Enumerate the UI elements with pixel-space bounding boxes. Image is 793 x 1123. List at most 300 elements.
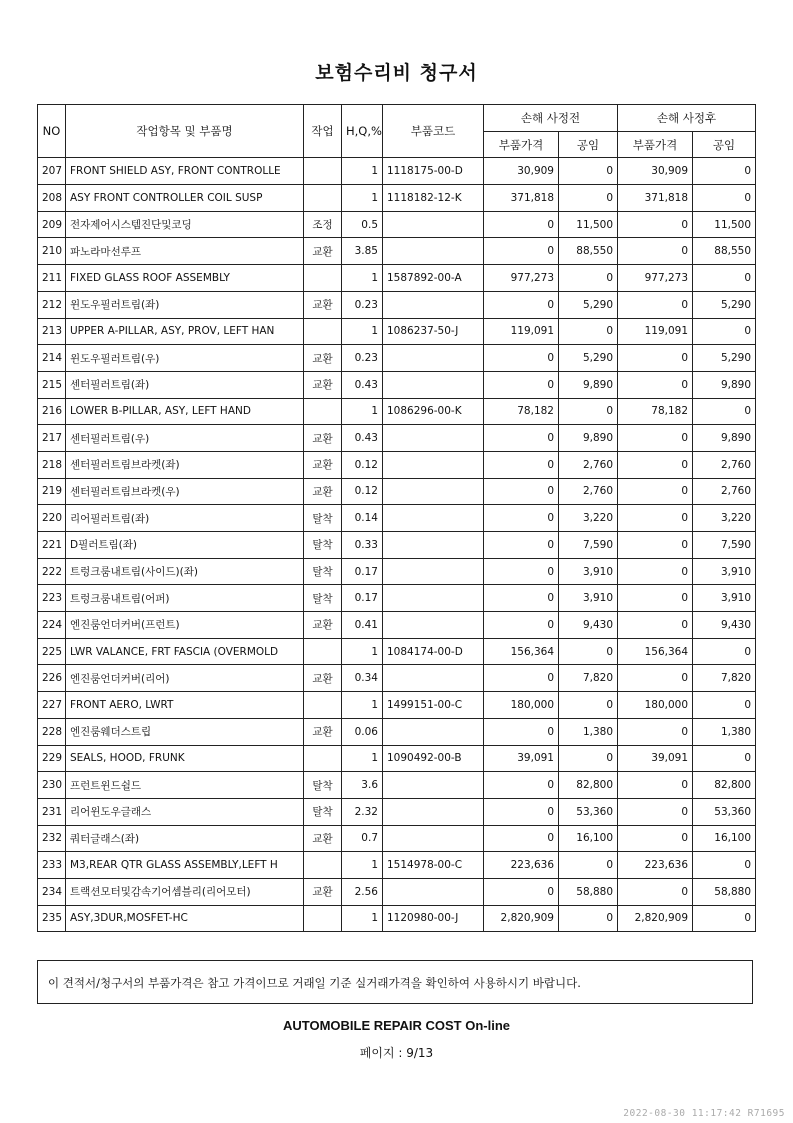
row-after-part-price: 0 [618, 718, 693, 745]
row-work-type: 교환 [304, 451, 342, 478]
row-after-part-price: 0 [618, 478, 693, 505]
row-item-name: 트렁크룸내트림(어퍼) [66, 585, 304, 612]
row-after-labor: 3,910 [693, 558, 756, 585]
row-before-labor: 5,290 [559, 291, 618, 318]
row-hq: 1 [342, 318, 383, 345]
row-hq: 1 [342, 692, 383, 719]
row-before-part-price: 0 [484, 345, 559, 372]
row-before-part-price: 156,364 [484, 638, 559, 665]
row-item-name: FRONT SHIELD ASY, FRONT CONTROLLE [66, 158, 304, 185]
row-part-code [383, 211, 484, 238]
row-no: 221 [38, 532, 66, 559]
row-before-part-price: 977,273 [484, 265, 559, 292]
row-no: 220 [38, 505, 66, 532]
row-work-type: 탈착 [304, 772, 342, 799]
row-hq: 1 [342, 745, 383, 772]
row-item-name: 파노라마선루프 [66, 238, 304, 265]
row-no: 225 [38, 638, 66, 665]
table-row [38, 158, 756, 185]
row-after-labor: 0 [693, 692, 756, 719]
row-part-code: 1118182-12-K [383, 185, 484, 212]
row-work-type [304, 398, 342, 425]
row-part-code: 1514978-00-C [383, 852, 484, 879]
row-work-type: 탈착 [304, 558, 342, 585]
row-item-name: 트렁크룸내트림(사이드)(좌) [66, 558, 304, 585]
row-after-labor: 5,290 [693, 291, 756, 318]
row-after-labor: 0 [693, 398, 756, 425]
row-part-code [383, 665, 484, 692]
row-work-type: 교환 [304, 238, 342, 265]
table-row [38, 558, 756, 585]
row-part-code [383, 612, 484, 639]
row-part-code: 1118175-00-D [383, 158, 484, 185]
header-no: NO [38, 105, 66, 158]
row-hq: 0.23 [342, 291, 383, 318]
row-item-name: ASY FRONT CONTROLLER COIL SUSP [66, 185, 304, 212]
table-row [38, 585, 756, 612]
table-row [38, 852, 756, 879]
row-hq: 0.06 [342, 718, 383, 745]
row-part-code [383, 478, 484, 505]
row-part-code [383, 798, 484, 825]
row-hq: 0.33 [342, 532, 383, 559]
row-no: 208 [38, 185, 66, 212]
row-hq: 1 [342, 905, 383, 932]
row-hq: 2.32 [342, 798, 383, 825]
row-item-name: 센터필러트림브라켓(좌) [66, 451, 304, 478]
table-row [38, 291, 756, 318]
row-no: 213 [38, 318, 66, 345]
row-hq: 3.6 [342, 772, 383, 799]
row-work-type: 조정 [304, 211, 342, 238]
row-no: 219 [38, 478, 66, 505]
row-part-code: 1084174-00-D [383, 638, 484, 665]
row-work-type [304, 692, 342, 719]
row-part-code [383, 291, 484, 318]
row-no: 227 [38, 692, 66, 719]
table-row [38, 772, 756, 799]
row-item-name: 트랙션모터및감속기어셈블리(리어모터) [66, 878, 304, 905]
table-row [38, 345, 756, 372]
row-after-part-price: 0 [618, 345, 693, 372]
row-before-labor: 7,590 [559, 532, 618, 559]
row-part-code [383, 345, 484, 372]
table-row [38, 505, 756, 532]
row-item-name: 리어윈도우글래스 [66, 798, 304, 825]
row-before-part-price: 2,820,909 [484, 905, 559, 932]
row-item-name: 엔진룸언더커버(프런트) [66, 612, 304, 639]
row-before-part-price: 0 [484, 505, 559, 532]
row-before-labor: 0 [559, 185, 618, 212]
row-after-labor: 9,890 [693, 371, 756, 398]
row-item-name: 쿼터글래스(좌) [66, 825, 304, 852]
table-row [38, 425, 756, 452]
row-hq: 0.7 [342, 825, 383, 852]
row-no: 210 [38, 238, 66, 265]
row-after-labor: 11,500 [693, 211, 756, 238]
row-after-part-price: 0 [618, 238, 693, 265]
row-item-name: D필러트림(좌) [66, 532, 304, 559]
row-after-part-price: 119,091 [618, 318, 693, 345]
row-after-part-price: 0 [618, 585, 693, 612]
row-after-part-price: 78,182 [618, 398, 693, 425]
row-no: 222 [38, 558, 66, 585]
row-after-part-price: 977,273 [618, 265, 693, 292]
row-no: 217 [38, 425, 66, 452]
table-row [38, 638, 756, 665]
row-after-part-price: 0 [618, 451, 693, 478]
row-item-name: FIXED GLASS ROOF ASSEMBLY [66, 265, 304, 292]
row-before-part-price: 0 [484, 532, 559, 559]
row-hq: 1 [342, 852, 383, 879]
row-item-name: 엔진룸웨더스트립 [66, 718, 304, 745]
row-work-type [304, 745, 342, 772]
table-row [38, 612, 756, 639]
row-work-type [304, 852, 342, 879]
row-no: 228 [38, 718, 66, 745]
row-hq: 3.85 [342, 238, 383, 265]
table-row [38, 451, 756, 478]
row-work-type: 교환 [304, 878, 342, 905]
row-item-name: SEALS, HOOD, FRUNK [66, 745, 304, 772]
table-row [38, 211, 756, 238]
row-item-name: LOWER B-PILLAR, ASY, LEFT HAND [66, 398, 304, 425]
row-no: 209 [38, 211, 66, 238]
row-part-code [383, 238, 484, 265]
document-title: 보험수리비 청구서 [315, 62, 478, 84]
row-before-part-price: 180,000 [484, 692, 559, 719]
row-after-labor: 2,760 [693, 478, 756, 505]
row-before-part-price: 0 [484, 718, 559, 745]
row-before-part-price: 0 [484, 772, 559, 799]
row-before-labor: 3,910 [559, 558, 618, 585]
row-before-labor: 2,760 [559, 478, 618, 505]
row-before-labor: 9,430 [559, 612, 618, 639]
row-before-part-price: 0 [484, 612, 559, 639]
row-before-labor: 53,360 [559, 798, 618, 825]
row-before-part-price: 39,091 [484, 745, 559, 772]
row-after-labor: 0 [693, 745, 756, 772]
row-after-labor: 7,590 [693, 532, 756, 559]
row-after-part-price: 0 [618, 612, 693, 639]
row-after-part-price: 0 [618, 505, 693, 532]
row-before-labor: 5,290 [559, 345, 618, 372]
row-item-name: 윈도우필러트림(우) [66, 345, 304, 372]
table-row [38, 238, 756, 265]
table-row [38, 478, 756, 505]
row-no: 229 [38, 745, 66, 772]
header-before-labor: 공임 [559, 131, 618, 158]
row-no: 212 [38, 291, 66, 318]
row-after-labor: 0 [693, 638, 756, 665]
row-no: 231 [38, 798, 66, 825]
row-item-name: 센터필러트림(우) [66, 425, 304, 452]
row-item-name: 센터필러트림브라켓(우) [66, 478, 304, 505]
row-no: 232 [38, 825, 66, 852]
row-after-part-price: 156,364 [618, 638, 693, 665]
row-no: 211 [38, 265, 66, 292]
row-part-code: 1086237-50-J [383, 318, 484, 345]
row-before-part-price: 0 [484, 291, 559, 318]
table-row [38, 745, 756, 772]
row-work-type [304, 318, 342, 345]
row-after-labor: 0 [693, 265, 756, 292]
row-item-name: 프런트윈드쉴드 [66, 772, 304, 799]
row-hq: 1 [342, 158, 383, 185]
row-after-part-price: 0 [618, 665, 693, 692]
row-after-labor: 0 [693, 185, 756, 212]
table-row [38, 665, 756, 692]
row-work-type [304, 265, 342, 292]
row-before-labor: 7,820 [559, 665, 618, 692]
row-after-labor: 88,550 [693, 238, 756, 265]
row-part-code [383, 825, 484, 852]
row-item-name: 엔진룸언더커버(리어) [66, 665, 304, 692]
row-work-type: 교환 [304, 425, 342, 452]
row-after-part-price: 0 [618, 558, 693, 585]
table-row [38, 692, 756, 719]
row-before-labor: 9,890 [559, 425, 618, 452]
row-after-labor: 58,880 [693, 878, 756, 905]
row-hq: 0.23 [342, 345, 383, 372]
row-after-part-price: 0 [618, 532, 693, 559]
row-item-name: ASY,3DUR,MOSFET-HC [66, 905, 304, 932]
row-item-name: 윈도우필러트림(좌) [66, 291, 304, 318]
row-before-part-price: 0 [484, 585, 559, 612]
row-after-labor: 82,800 [693, 772, 756, 799]
row-work-type: 교환 [304, 371, 342, 398]
row-no: 230 [38, 772, 66, 799]
row-before-part-price: 0 [484, 371, 559, 398]
row-work-type: 탈착 [304, 505, 342, 532]
table-row [38, 718, 756, 745]
row-before-part-price: 0 [484, 478, 559, 505]
row-after-labor: 0 [693, 318, 756, 345]
print-timestamp: 2022-08-30 11:17:42 R71695 [623, 1108, 785, 1119]
row-after-part-price: 223,636 [618, 852, 693, 879]
row-after-labor: 0 [693, 852, 756, 879]
row-before-part-price: 223,636 [484, 852, 559, 879]
header-item: 작업항목 및 부품명 [66, 105, 304, 158]
row-after-labor: 3,220 [693, 505, 756, 532]
row-part-code [383, 532, 484, 559]
header-before-part-price: 부품가격 [484, 131, 559, 158]
row-before-labor: 11,500 [559, 211, 618, 238]
footer-title: AUTOMOBILE REPAIR COST On-line [282, 1018, 511, 1033]
row-work-type: 교환 [304, 345, 342, 372]
row-before-part-price: 0 [484, 665, 559, 692]
row-before-labor: 0 [559, 318, 618, 345]
row-before-labor: 0 [559, 745, 618, 772]
row-before-labor: 3,220 [559, 505, 618, 532]
row-hq: 0.12 [342, 451, 383, 478]
row-part-code: 1120980-00-J [383, 905, 484, 932]
row-part-code [383, 451, 484, 478]
row-part-code [383, 425, 484, 452]
row-before-part-price: 0 [484, 451, 559, 478]
row-before-labor: 0 [559, 638, 618, 665]
row-hq: 1 [342, 398, 383, 425]
row-after-labor: 16,100 [693, 825, 756, 852]
row-hq: 0.12 [342, 478, 383, 505]
table-header [38, 105, 756, 158]
row-before-part-price: 0 [484, 238, 559, 265]
row-hq: 0.14 [342, 505, 383, 532]
row-hq: 1 [342, 185, 383, 212]
table-row [38, 798, 756, 825]
row-before-labor: 0 [559, 852, 618, 879]
row-after-part-price: 0 [618, 798, 693, 825]
row-item-name: LWR VALANCE, FRT FASCIA (OVERMOLD [66, 638, 304, 665]
row-before-part-price: 371,818 [484, 185, 559, 212]
row-no: 235 [38, 905, 66, 932]
row-no: 223 [38, 585, 66, 612]
row-no: 224 [38, 612, 66, 639]
row-before-part-price: 0 [484, 425, 559, 452]
row-no: 214 [38, 345, 66, 372]
row-part-code: 1499151-00-C [383, 692, 484, 719]
row-before-part-price: 119,091 [484, 318, 559, 345]
row-part-code [383, 772, 484, 799]
row-work-type: 교환 [304, 665, 342, 692]
header-hq: H,Q,% [342, 105, 383, 158]
row-before-labor: 0 [559, 158, 618, 185]
row-before-part-price: 30,909 [484, 158, 559, 185]
row-after-labor: 9,430 [693, 612, 756, 639]
row-hq: 0.17 [342, 558, 383, 585]
header-before-assessment: 손해 사정전 [484, 105, 618, 132]
row-no: 233 [38, 852, 66, 879]
row-work-type [304, 158, 342, 185]
row-part-code: 1086296-00-K [383, 398, 484, 425]
table-row [38, 532, 756, 559]
row-hq: 1 [342, 638, 383, 665]
row-before-labor: 0 [559, 692, 618, 719]
row-hq: 0.17 [342, 585, 383, 612]
row-before-labor: 3,910 [559, 585, 618, 612]
row-before-labor: 0 [559, 398, 618, 425]
row-part-code [383, 505, 484, 532]
row-item-name: UPPER A-PILLAR, ASY, PROV, LEFT HAN [66, 318, 304, 345]
row-item-name: 센터필러트림(좌) [66, 371, 304, 398]
table-body [38, 158, 756, 932]
row-hq: 0.41 [342, 612, 383, 639]
row-after-part-price: 0 [618, 425, 693, 452]
row-hq: 0.43 [342, 425, 383, 452]
row-part-code [383, 371, 484, 398]
row-work-type: 교환 [304, 612, 342, 639]
row-work-type [304, 905, 342, 932]
row-after-part-price: 0 [618, 878, 693, 905]
row-work-type: 탈착 [304, 532, 342, 559]
row-after-part-price: 30,909 [618, 158, 693, 185]
row-before-part-price: 0 [484, 798, 559, 825]
row-after-part-price: 39,091 [618, 745, 693, 772]
table-row [38, 825, 756, 852]
row-hq: 0.5 [342, 211, 383, 238]
row-work-type: 교환 [304, 478, 342, 505]
row-work-type [304, 638, 342, 665]
row-no: 216 [38, 398, 66, 425]
row-item-name: FRONT AERO, LWRT [66, 692, 304, 719]
table-row [38, 371, 756, 398]
table-row [38, 318, 756, 345]
row-after-labor: 0 [693, 905, 756, 932]
row-before-part-price: 0 [484, 878, 559, 905]
row-part-code [383, 878, 484, 905]
row-after-labor: 0 [693, 158, 756, 185]
row-before-labor: 0 [559, 905, 618, 932]
row-after-labor: 9,890 [693, 425, 756, 452]
row-hq: 0.43 [342, 371, 383, 398]
row-no: 218 [38, 451, 66, 478]
row-after-labor: 53,360 [693, 798, 756, 825]
row-after-labor: 1,380 [693, 718, 756, 745]
table-row [38, 185, 756, 212]
row-before-part-price: 0 [484, 825, 559, 852]
row-before-labor: 58,880 [559, 878, 618, 905]
header-code: 부품코드 [383, 105, 484, 158]
row-work-type: 탈착 [304, 798, 342, 825]
row-no: 226 [38, 665, 66, 692]
row-part-code [383, 718, 484, 745]
row-after-part-price: 0 [618, 371, 693, 398]
row-part-code: 1587892-00-A [383, 265, 484, 292]
row-before-labor: 88,550 [559, 238, 618, 265]
row-hq: 1 [342, 265, 383, 292]
row-before-part-price: 78,182 [484, 398, 559, 425]
row-after-labor: 3,910 [693, 585, 756, 612]
row-item-name: 리어필러트림(좌) [66, 505, 304, 532]
table-row [38, 265, 756, 292]
row-after-part-price: 2,820,909 [618, 905, 693, 932]
row-after-labor: 2,760 [693, 451, 756, 478]
row-after-labor: 5,290 [693, 345, 756, 372]
row-before-labor: 9,890 [559, 371, 618, 398]
row-hq: 2.56 [342, 878, 383, 905]
row-before-part-price: 0 [484, 211, 559, 238]
row-part-code [383, 558, 484, 585]
row-after-part-price: 0 [618, 825, 693, 852]
table-row [38, 905, 756, 932]
row-item-name: 전자제어시스템진단및코딩 [66, 211, 304, 238]
row-hq: 0.34 [342, 665, 383, 692]
row-after-part-price: 0 [618, 211, 693, 238]
row-before-labor: 2,760 [559, 451, 618, 478]
row-work-type: 교환 [304, 291, 342, 318]
price-notice: 이 견적서/청구서의 부품가격은 참고 가격이므로 거래일 기준 실거래가격을 확인하여 사용하시기 바랍니다. [37, 960, 753, 1004]
row-no: 215 [38, 371, 66, 398]
row-after-part-price: 180,000 [618, 692, 693, 719]
row-before-labor: 1,380 [559, 718, 618, 745]
table-row [38, 878, 756, 905]
repair-cost-table [37, 104, 756, 932]
header-after-assessment: 손해 사정후 [618, 105, 756, 132]
header-work: 작업 [304, 105, 342, 158]
row-after-labor: 7,820 [693, 665, 756, 692]
row-before-labor: 16,100 [559, 825, 618, 852]
header-after-labor: 공임 [693, 131, 756, 158]
row-work-type [304, 185, 342, 212]
row-no: 207 [38, 158, 66, 185]
row-after-part-price: 0 [618, 772, 693, 799]
row-work-type: 교환 [304, 825, 342, 852]
row-work-type: 교환 [304, 718, 342, 745]
row-work-type: 탈착 [304, 585, 342, 612]
row-part-code: 1090492-00-B [383, 745, 484, 772]
row-part-code [383, 585, 484, 612]
row-before-part-price: 0 [484, 558, 559, 585]
